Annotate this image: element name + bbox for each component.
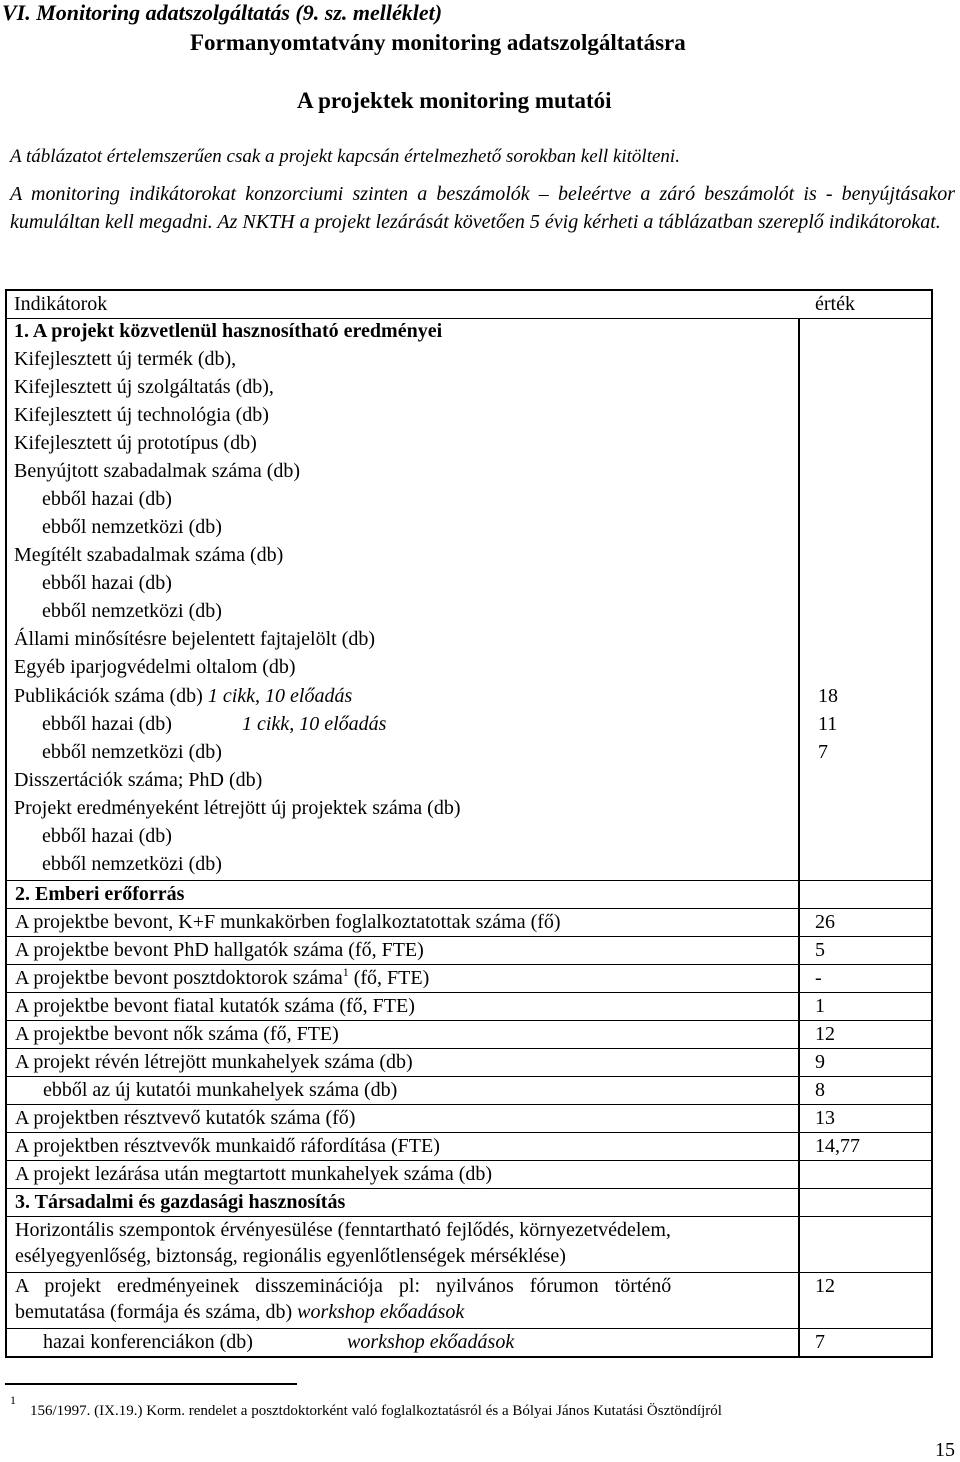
section-heading: A projektek monitoring mutatói bbox=[297, 88, 612, 113]
row-label: A projektben résztvevő kutatók száma (fő) bbox=[15, 1107, 356, 1129]
row-value: 26 bbox=[815, 911, 835, 933]
row-value: 8 bbox=[815, 1079, 825, 1101]
row-value: 1 bbox=[815, 995, 825, 1017]
table-row bbox=[5, 1132, 933, 1160]
row-label bbox=[15, 967, 429, 990]
list-item: Disszertációk száma; PhD (db) bbox=[14, 769, 263, 791]
row-label-text: bemutatása (formája és száma, db) bbox=[15, 1301, 293, 1323]
list-item: Kifejlesztett új termék (db), bbox=[14, 348, 237, 370]
row-value: - bbox=[815, 967, 822, 989]
row-label: A projektbe bevont nők száma (fő, FTE) bbox=[15, 1023, 339, 1045]
row-label-tail: (fő, FTE) bbox=[348, 967, 430, 989]
row-label-line1: A projekt eredményeinek disszeminációja pl: nyilvános fórumon történő bbox=[15, 1275, 672, 1297]
list-item: ebből nemzetközi (db) bbox=[42, 853, 222, 875]
list-item: Projekt eredményeként létrejött új projektek száma (db) bbox=[14, 797, 461, 819]
row-label: A projektbe bevont, K+F munkakörben foglalkoztatottak száma (fő) bbox=[15, 911, 561, 933]
row-label: A projekt révén létrejött munkahelyek száma (db) bbox=[15, 1051, 413, 1073]
section1-title: 1. A projekt közvetlenül hasznosítható eredményei bbox=[14, 320, 443, 342]
row-label-text: Publikációk száma (db) bbox=[14, 685, 203, 707]
row-value: 11 bbox=[818, 713, 838, 735]
row-note: 1 cikk, 10 előadás bbox=[242, 713, 387, 735]
table-row bbox=[5, 1076, 933, 1104]
list-item: ebből hazai (db) bbox=[42, 825, 172, 847]
row-label-text: ebből hazai (db) bbox=[42, 713, 172, 735]
row-label: A projektbe bevont fiatal kutatók száma (fő, FTE) bbox=[15, 995, 415, 1017]
footnote-text: 156/1997. (IX.19.) Korm. rendelet a posztdoktorként való foglalkoztatásról és a Bólyai János Kutatási Ösztöndíjról bbox=[30, 1403, 722, 1419]
table-row bbox=[5, 908, 933, 936]
row-label-text: A projektbe bevont posztdoktorok száma bbox=[15, 967, 343, 989]
list-item: ebből nemzetközi (db) bbox=[42, 516, 222, 538]
row-value: 7 bbox=[818, 741, 828, 763]
row-label: ebből az új kutatói munkahelyek száma (db) bbox=[43, 1079, 398, 1101]
table-row bbox=[5, 1188, 933, 1216]
row-note: workshop ekőadások bbox=[347, 1331, 515, 1353]
page-title: VI. Monitoring adatszolgáltatás (9. sz. melléklet) bbox=[2, 0, 443, 25]
table-row bbox=[5, 1328, 933, 1356]
table-row bbox=[5, 992, 933, 1020]
row-label: hazai konferenciákon (db) bbox=[43, 1331, 253, 1353]
column-header-value: érték bbox=[815, 293, 855, 315]
table-row bbox=[5, 1160, 933, 1188]
row-label: A projekt lezárása után megtartott munkahelyek száma (db) bbox=[15, 1163, 493, 1185]
table-row bbox=[5, 1048, 933, 1076]
list-item: Kifejlesztett új prototípus (db) bbox=[14, 432, 257, 454]
list-item: Állami minősítésre bejelentett fajtajelölt (db) bbox=[14, 628, 375, 650]
table-row bbox=[5, 1104, 933, 1132]
row-label-line1: Horizontális szempontok érvényesülése (fenntartható fejlődés, környezetvédelem, bbox=[15, 1219, 671, 1241]
list-item: ebből hazai (db) bbox=[42, 572, 172, 594]
list-item: Kifejlesztett új szolgáltatás (db), bbox=[14, 376, 274, 398]
row-value: 5 bbox=[815, 939, 825, 961]
list-item: Kifejlesztett új technológia (db) bbox=[14, 404, 269, 426]
table-row bbox=[5, 1216, 933, 1272]
row-value: 14,77 bbox=[815, 1135, 860, 1157]
table-row-label bbox=[14, 685, 352, 708]
footnote-mark: 1 bbox=[10, 1393, 16, 1407]
list-item: Benyújtott szabadalmak száma (db) bbox=[14, 460, 301, 482]
table-row bbox=[5, 1272, 933, 1328]
page-number: 15 bbox=[935, 1439, 955, 1461]
row-label-text: ebből nemzetközi (db) bbox=[42, 741, 222, 763]
row-value: 13 bbox=[815, 1107, 835, 1129]
form-title: Formanyomtatvány monitoring adatszolgáltatásra bbox=[190, 30, 686, 55]
list-item: Megítélt szabadalmak száma (db) bbox=[14, 544, 284, 566]
row-value: 18 bbox=[818, 685, 838, 707]
intro-paragraph: A monitoring indikátorokat konzorciumi szinten a beszámolók – beleértve a záró beszámolót is - benyújtásakor kumuláltan kell megadni. Az NKTH a projekt lezárását követően 5 évig kérheti a táblázatban szereplő indikátorokat. bbox=[10, 183, 955, 233]
table-row bbox=[5, 936, 933, 964]
row-value: 12 bbox=[815, 1275, 835, 1297]
row-label-line2 bbox=[15, 1301, 464, 1324]
row-value: 9 bbox=[815, 1051, 825, 1073]
list-item: ebből nemzetközi (db) bbox=[42, 600, 222, 622]
table-row bbox=[5, 1020, 933, 1048]
row-note: workshop ekőadások bbox=[297, 1301, 465, 1323]
column-header-indicator: Indikátorok bbox=[14, 293, 108, 315]
list-item: Egyéb iparjogvédelmi oltalom (db) bbox=[14, 656, 296, 678]
footnote-ref: 1 bbox=[342, 965, 349, 979]
table-row bbox=[5, 964, 933, 992]
row-label: A projektben résztvevők munkaidő ráfordítása (FTE) bbox=[15, 1135, 440, 1157]
row-value: 12 bbox=[815, 1023, 835, 1045]
row-value: 7 bbox=[815, 1331, 825, 1353]
section1-divider bbox=[5, 318, 933, 319]
row-label-line2: esélyegyenlőség, biztonság, regionális egyenlőtlenségek mérséklése) bbox=[15, 1245, 566, 1267]
footnote-separator bbox=[5, 1383, 297, 1385]
list-item: ebből hazai (db) bbox=[42, 488, 172, 510]
table-row bbox=[5, 880, 933, 908]
row-label: A projektbe bevont PhD hallgatók száma (fő, FTE) bbox=[15, 939, 424, 961]
intro-note: A táblázatot értelemszerűen csak a projekt kapcsán értelmezhető sorokban kell kitölteni. bbox=[10, 146, 680, 167]
section2-title: 2. Emberi erőforrás bbox=[15, 883, 185, 905]
section3-title: 3. Társadalmi és gazdasági hasznosítás bbox=[15, 1191, 346, 1213]
row-note: 1 cikk, 10 előadás bbox=[207, 685, 353, 707]
